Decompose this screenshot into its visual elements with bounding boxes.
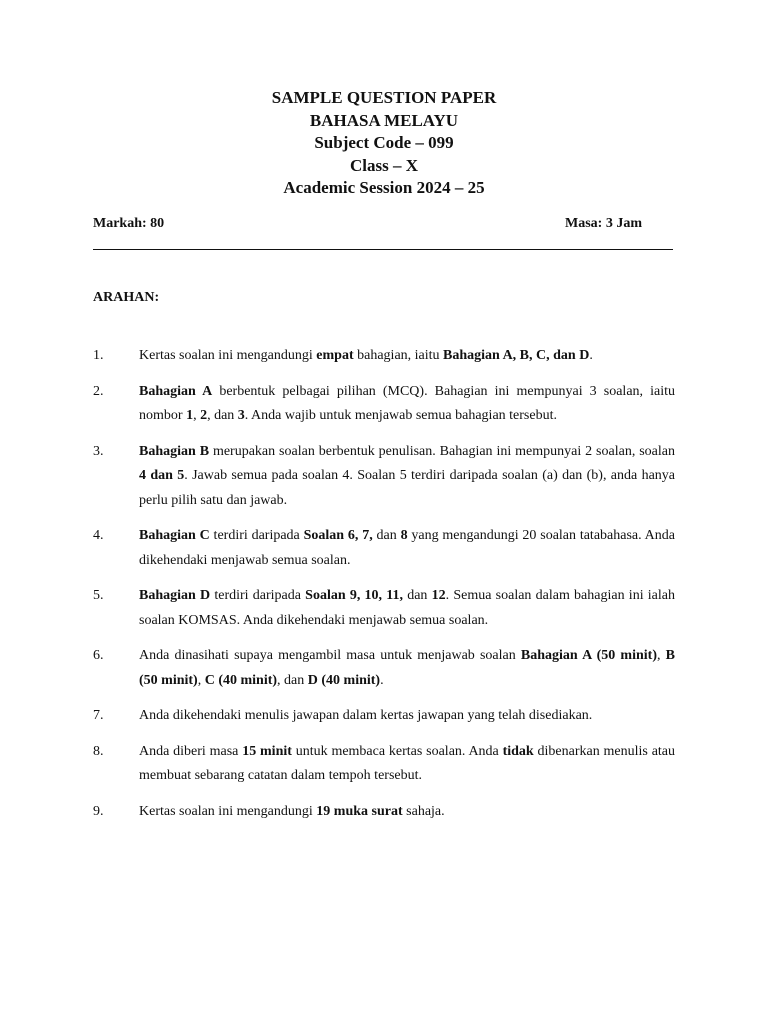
header-subject: BAHASA MELAYU [309,110,459,130]
bold-text: B (50 minit) [139,648,675,688]
bold-text: Bahagian D [139,588,211,603]
instruction-text [139,740,675,789]
text-run: berbentuk pelbagai pilihan (MCQ). Bahagian ini mempunyai 3 soalan, iaitu nombor [139,383,675,423]
bold-text: 4 dan 5 [139,468,185,483]
text-run: dan [372,528,401,543]
bold-text: Bahagian A [139,383,213,399]
instruction-text [139,644,675,693]
text-run: yang mengandungi 20 soalan tatabahasa. Anda dikehendaki menjawab semua soalan. [139,528,675,568]
header-subject-code: Subject Code – 099 [314,133,454,152]
header-title: SAMPLE QUESTION PAPER [271,88,497,107]
instruction-number: 6. [93,648,104,663]
text-run: untuk membaca kertas soalan. Anda [291,743,503,759]
instruction-text [139,584,675,633]
bold-text: 3 [237,408,245,423]
instruction-text [139,524,675,573]
bold-text: Bahagian A, B, C, dan D [443,348,590,363]
instruction-item [93,800,675,825]
text-run: bahagian, iaitu [353,348,444,363]
total-marks: Markah: 80 [93,216,165,231]
text-run: merupakan soalan berbentuk penulisan. Bahagian ini mempunyai 2 soalan, soalan [209,443,675,459]
bold-text: tidak [502,743,534,759]
bold-text: Bahagian B [139,443,210,459]
text-run: . [380,672,384,688]
instruction-number: 1. [93,348,104,363]
text-run: dan [403,588,432,603]
bold-text: 8 [400,528,408,543]
instruction-number: 9. [93,803,104,819]
bold-text: 1 [186,408,194,423]
bold-text: Soalan 9, 10, 11, [305,588,403,603]
instruction-text [139,344,675,369]
instructions-title: ARAHAN: [93,290,160,305]
instruction-item [93,344,675,369]
exam-duration: Masa: 3 Jam [565,216,642,231]
text-run: , [193,408,201,423]
instruction-item [93,644,675,693]
text-run: . [589,348,593,363]
text-run: . Jawab semua pada soalan 4. Soalan 5 terdiri daripada soalan (a) dan (b), anda hanya perlu pilih satu dan jawab. [139,468,675,508]
paper-header [0,87,768,200]
instruction-text [139,380,675,429]
bold-text: 15 minit [242,743,292,759]
instruction-item [93,740,675,789]
instruction-number: 8. [93,743,104,759]
instruction-number: 2. [93,383,104,399]
bold-text: Bahagian C [139,528,210,543]
instructions-list [93,344,675,824]
text-run: Anda dinasihati supaya mengambil masa untuk menjawab soalan [139,648,521,663]
header-divider [93,249,673,250]
text-run: , [656,648,666,663]
text-run: dibenarkan menulis atau membuat sebarang catatan dalam tempoh tersebut. [139,743,676,783]
marks-duration-row [93,216,673,232]
bold-text: 19 muka surat [316,803,403,819]
instruction-number: 5. [93,588,104,603]
bold-text: D (40 minit) [307,672,381,688]
header-session: Academic Session 2024 – 25 [283,178,485,197]
instruction-text [139,704,675,729]
bold-text: C (40 minit) [204,672,278,688]
text-run: sahaja. [402,803,445,819]
instruction-number: 7. [93,708,104,723]
instruction-item [93,524,675,573]
instruction-item [93,380,675,429]
instruction-number: 3. [93,443,104,459]
text-run: Kertas soalan ini mengandungi [139,803,317,819]
header-class: Class – X [349,155,418,175]
bold-text: 2 [200,408,208,423]
text-run: . Anda wajib untuk menjawab semua bahagian tersebut. [244,408,557,423]
instruction-text [139,440,675,514]
text-run: Anda diberi masa [139,743,243,759]
text-run: , dan [277,672,308,688]
bold-text: Soalan 6, 7, [303,528,373,543]
instruction-item [93,440,675,514]
instruction-text [139,800,675,825]
text-run: . Semua soalan dalam bahagian ini ialah soalan KOMSAS. Anda dikehendaki menjawab semua soalan. [139,588,675,628]
text-run: Kertas soalan ini mengandungi [139,348,317,363]
instruction-item [93,704,675,729]
instruction-number: 4. [93,528,104,543]
bold-text: empat [316,348,354,363]
bold-text: 12 [431,588,446,603]
text-run: terdiri daripada [210,588,306,603]
text-run: terdiri daripada [209,528,304,543]
text-run: Anda dikehendaki menulis jawapan dalam kertas jawapan yang telah disediakan. [139,708,593,723]
text-run: , dan [207,408,238,423]
text-run: , [197,672,205,688]
instruction-item [93,584,675,633]
bold-text: Bahagian A (50 minit) [520,648,657,663]
